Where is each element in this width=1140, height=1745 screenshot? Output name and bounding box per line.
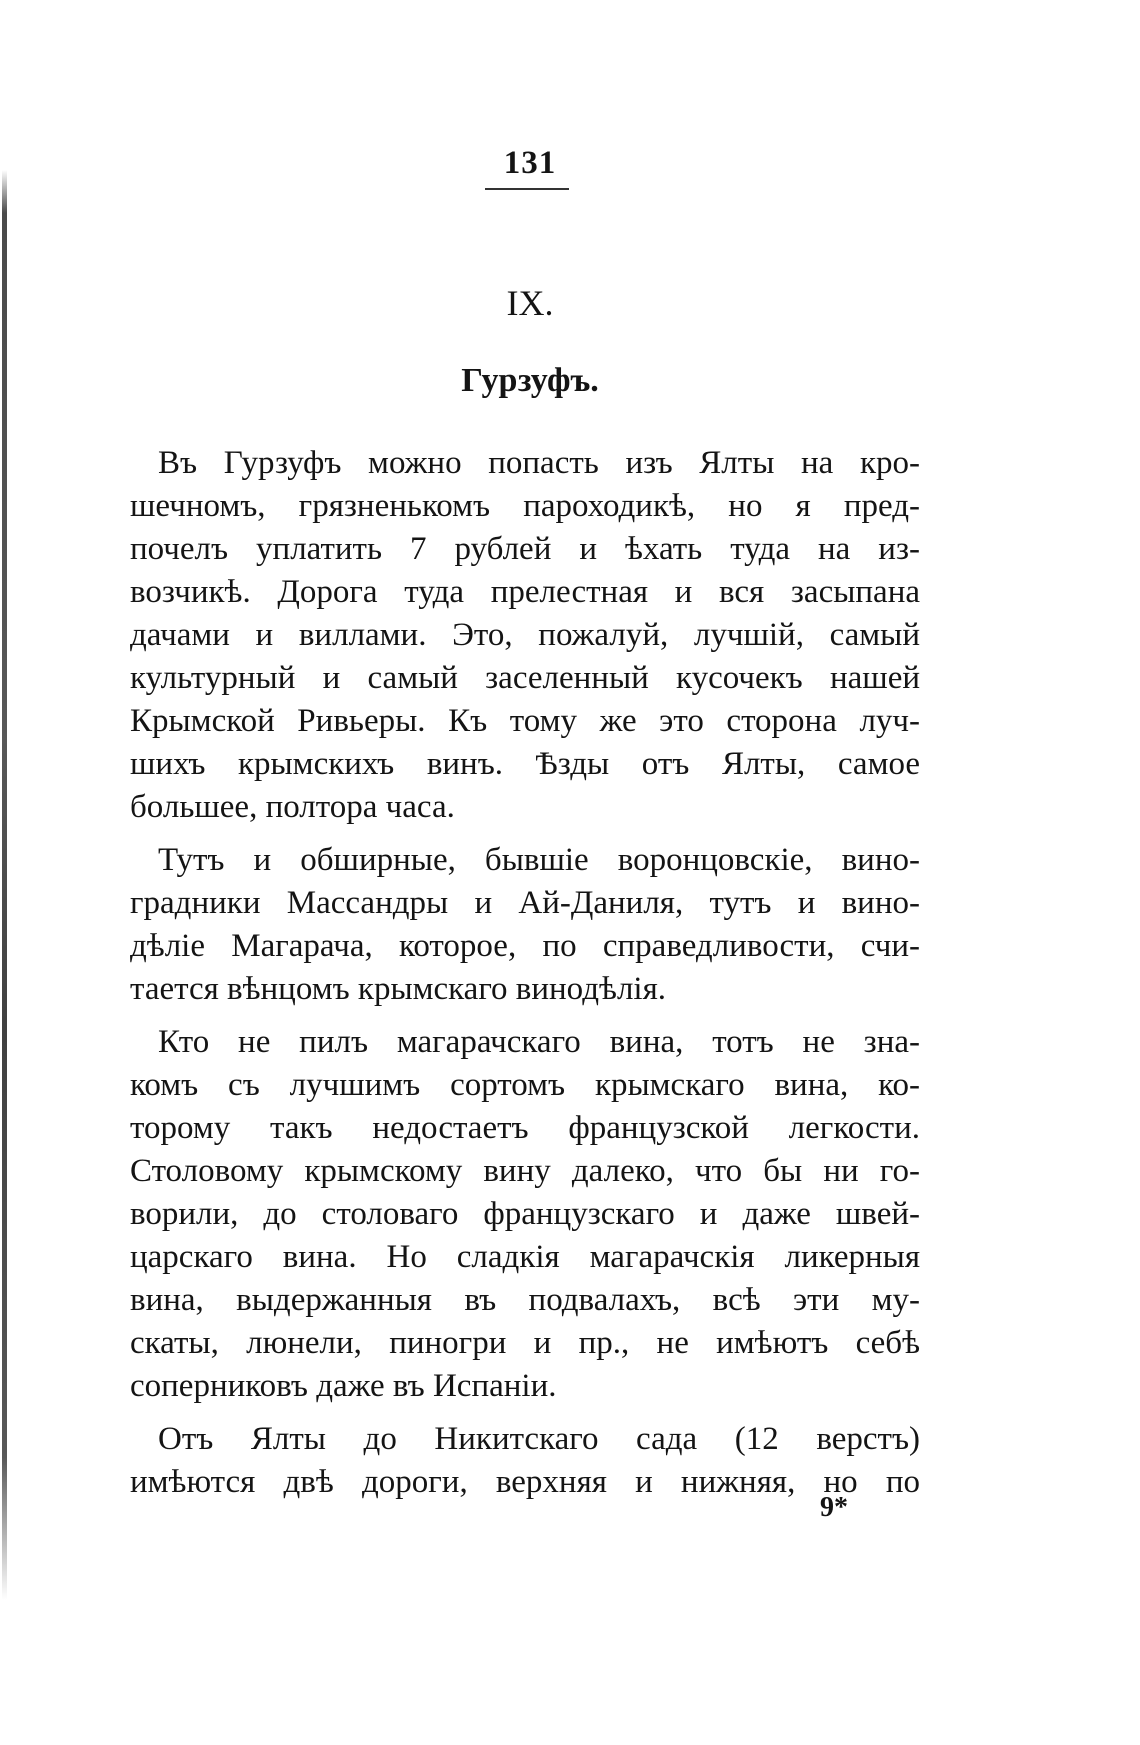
text-line: Въ Гурзуфъ можно попасть изъ Ялты на кро- xyxy=(158,445,920,481)
page-number: 131 xyxy=(503,145,557,181)
text-line: торому такъ недостаетъ французской легкости. xyxy=(130,1110,920,1146)
chapter-title: Гурзуфъ. xyxy=(461,362,599,399)
text-line: дѣліе Магарача, которое, по справедливости, счи- xyxy=(130,928,920,964)
text-line: Столовому крымскому вину далеко, что бы ни го- xyxy=(130,1153,920,1189)
page-number-rule xyxy=(485,188,569,190)
text-line: тается вѣнцомъ крымскаго винодѣлія. xyxy=(130,971,667,1007)
text-line: дачами и виллами. Это, пожалуй, лучшій, самый xyxy=(130,617,920,653)
printer-signature-mark: 9* xyxy=(820,1492,848,1523)
chapter-number: IX. xyxy=(506,283,554,323)
text-line: возчикѣ. Дорога туда прелестная и вся засыпана xyxy=(130,574,920,610)
text-line: комъ съ лучшимъ сортомъ крымскаго вина, ко- xyxy=(130,1067,920,1103)
text-line: Тутъ и обширные, бывшіе воронцовскіе, вино- xyxy=(158,842,920,878)
paragraph xyxy=(130,1021,920,1408)
text-line: соперниковъ даже въ Испаніи. xyxy=(130,1368,557,1404)
paragraph xyxy=(130,839,920,1011)
text-line: Отъ Ялты до Никитскаго сада (12 верстъ) xyxy=(158,1421,920,1457)
text-line: вина, выдержанныя въ подвалахъ, всѣ эти му- xyxy=(130,1282,920,1318)
text-line: шихъ крымскихъ винъ. Ѣзды отъ Ялты, самое xyxy=(130,746,920,782)
text-line: Крымской Ривьеры. Къ тому же это сторона луч- xyxy=(130,703,920,739)
paragraph xyxy=(130,1418,920,1504)
text-line: шечномъ, грязненькомъ пароходикѣ, но я пред- xyxy=(130,488,920,524)
paragraph xyxy=(130,442,920,829)
text-line: градники Массандры и Ай-Даниля, тутъ и вино- xyxy=(130,885,920,921)
text-line: Кто не пилъ магарачскаго вина, тотъ не зна- xyxy=(158,1024,920,1060)
text-line: большее, полтора часа. xyxy=(130,789,455,825)
text-line: ворили, до столоваго французскаго и даже швей- xyxy=(130,1196,920,1232)
body-text xyxy=(130,442,920,1504)
text-line: царскаго вина. Но сладкія магарачскія ликерныя xyxy=(130,1239,920,1275)
text-line: имѣются двѣ дороги, верхняя и нижняя, но по xyxy=(130,1464,920,1500)
text-line: почелъ уплатить 7 рублей и ѣхать туда на из- xyxy=(130,531,920,567)
text-line: культурный и самый заселенный кусочекъ нашей xyxy=(130,660,920,696)
text-line: скаты, люнели, пиногри и пр., не имѣютъ себѣ xyxy=(130,1325,920,1361)
